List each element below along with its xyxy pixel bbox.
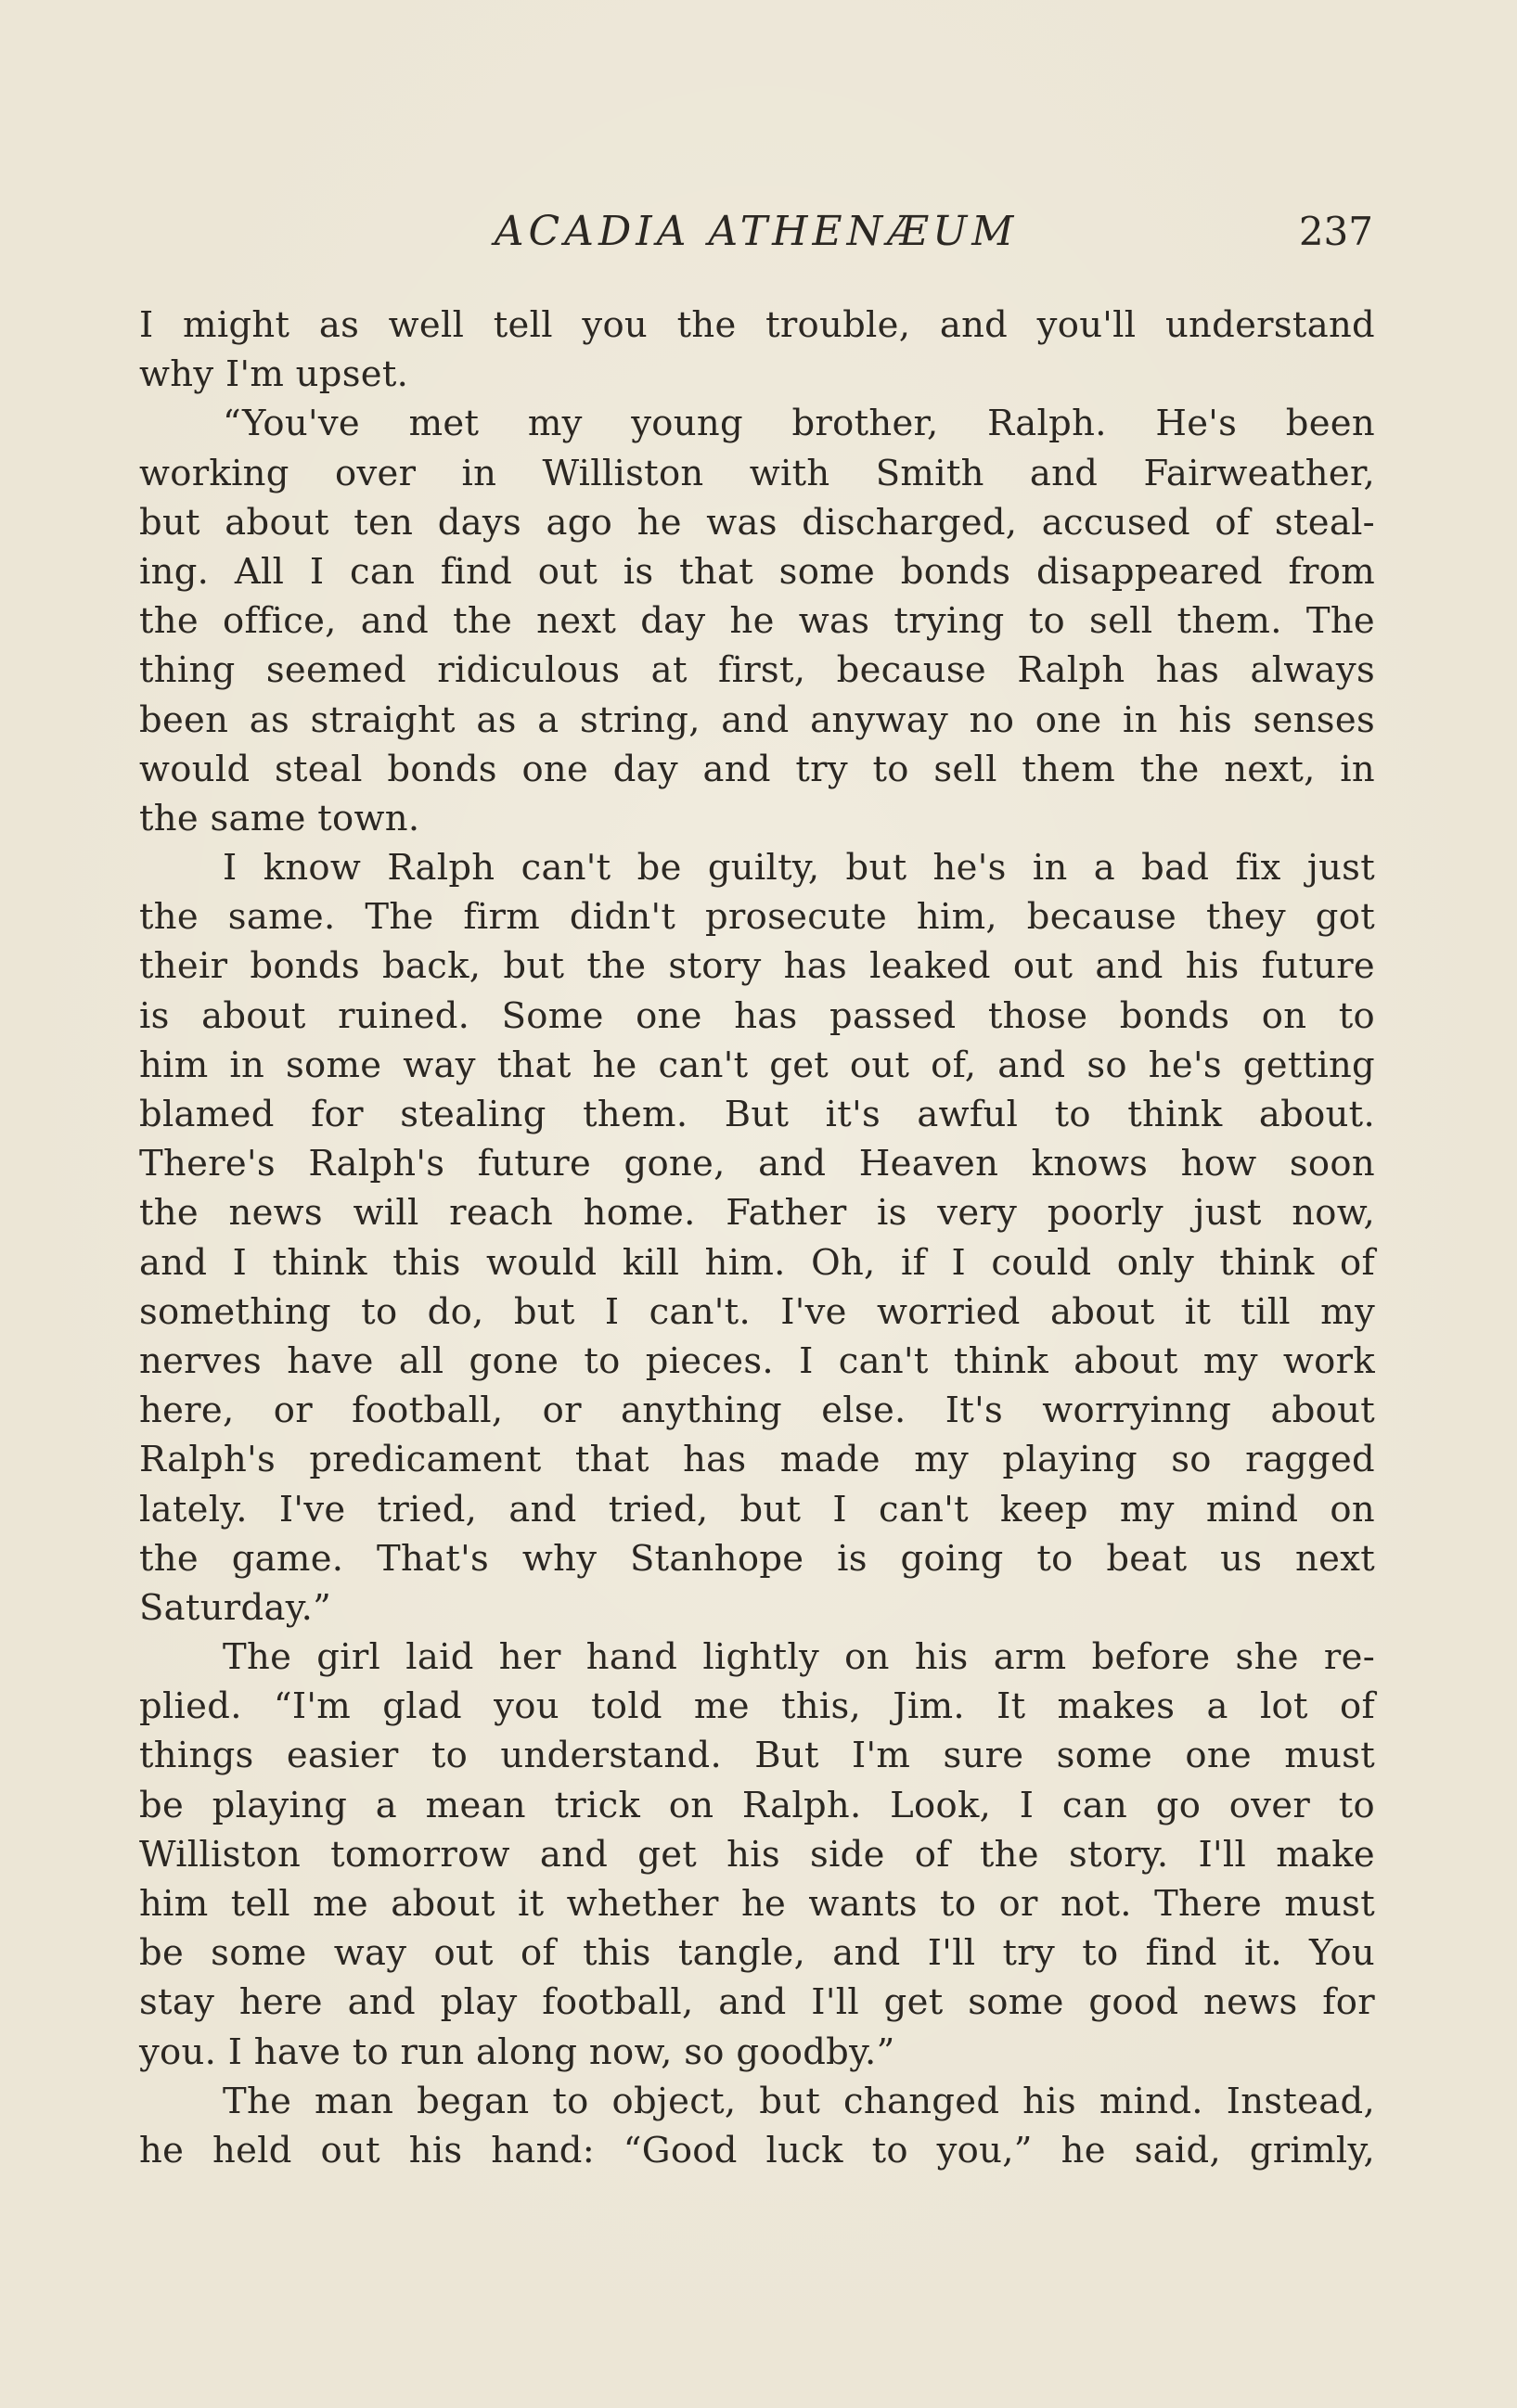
page-number: 237 — [1298, 209, 1373, 254]
text-line: but about ten days ago he was discharged, accused of steal- — [139, 501, 1375, 544]
page-header — [139, 204, 1373, 260]
text-line: ing. All I can find out is that some bonds disappeared from — [139, 550, 1375, 593]
text-line: here, or football, or anything else. It's worryinng about — [139, 1390, 1375, 1432]
text-line: Williston tomorrow and get his side of the story. I'll make — [139, 1833, 1375, 1876]
text-line: nerves have all gone to pieces. I can't think about my work — [139, 1339, 1375, 1382]
text-line: “You've met my young brother, Ralph. He's been — [223, 403, 1375, 445]
text-line: Ralph's predicament that has made my playing so ragged — [139, 1439, 1375, 1481]
text-line: he held out his hand: “Good luck to you,” he said, grimly, — [139, 2129, 1375, 2171]
text-line: the news will reach home. Father is very poorly just now, — [139, 1192, 1375, 1235]
text-line: the same town. — [139, 797, 420, 839]
text-line: The man began to object, but changed his mind. Instead, — [223, 2080, 1375, 2122]
text-line: lately. I've tried, and tried, but I can't keep my mind on — [139, 1488, 1375, 1531]
text-line: working over in Williston with Smith and Fairweather, — [139, 452, 1375, 494]
text-line: I might as well tell you the trouble, and you'll understand — [139, 304, 1375, 346]
text-line: would steal bonds one day and try to sell them the next, in — [139, 748, 1375, 790]
text-line: and I think this would kill him. Oh, if I could only think of — [139, 1241, 1375, 1284]
text-line: you. I have to run along now, so goodby.” — [139, 2030, 895, 2073]
text-line: There's Ralph's future gone, and Heaven knows how soon — [139, 1143, 1375, 1185]
text-line: the game. That's why Stanhope is going to beat us next — [139, 1537, 1375, 1580]
text-line: plied. “I'm glad you told me this, Jim. It makes a lot of — [139, 1685, 1375, 1728]
text-line: why I'm upset. — [139, 353, 409, 396]
text-line: Saturday.” — [139, 1586, 332, 1629]
text-line: things easier to understand. But I'm sure some one must — [139, 1735, 1375, 1777]
text-line: thing seemed ridiculous at first, because Ralph has always — [139, 649, 1375, 692]
text-line: him tell me about it whether he wants to or not. There must — [139, 1883, 1375, 1925]
text-line: I know Ralph can't be guilty, but he's in a bad fix just — [223, 847, 1375, 890]
body-text — [139, 301, 1375, 2175]
text-line: be playing a mean trick on Ralph. Look, I can go over to — [139, 1784, 1375, 1826]
text-line: be some way out of this tangle, and I'll try to find it. You — [139, 1932, 1375, 1975]
text-line: is about ruined. Some one has passed those bonds on to — [139, 994, 1375, 1037]
text-line: the same. The firm didn't prosecute him, because they got — [139, 896, 1375, 939]
text-line: been as straight as a string, and anyway no one in his senses — [139, 698, 1375, 741]
text-line: something to do, but I can't. I've worried about it till my — [139, 1290, 1375, 1333]
text-line: him in some way that he can't get out of, and so he's getting — [139, 1044, 1375, 1086]
text-line: the office, and the next day he was trying to sell them. The — [139, 600, 1375, 643]
text-line: The girl laid her hand lightly on his arm before she re- — [223, 1636, 1375, 1679]
text-line: their bonds back, but the story has leaked out and his future — [139, 945, 1375, 988]
text-line: stay here and play football, and I'll get some good news for — [139, 1981, 1375, 2024]
text-line: blamed for stealing them. But it's awful to think about. — [139, 1094, 1375, 1135]
running-title: ACADIA ATHENÆUM — [494, 208, 1019, 255]
